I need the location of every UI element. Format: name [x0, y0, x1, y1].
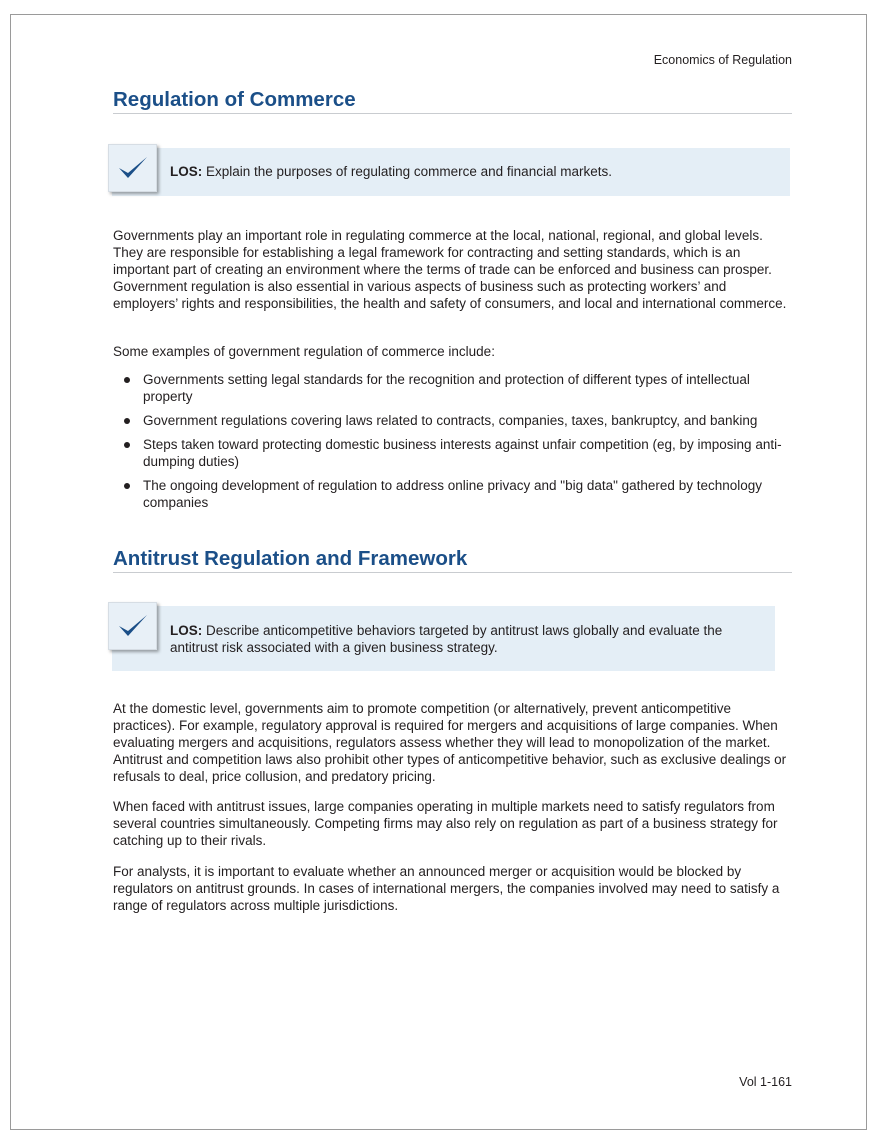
los-label: LOS:: [170, 164, 203, 179]
paragraph: Some examples of government regulation of commerce include:: [113, 344, 495, 359]
list-item-text: Governments setting legal standards for the recognition and protection of different types of intellectual property: [143, 372, 750, 404]
title-rule: [113, 113, 792, 114]
list-item: [113, 477, 793, 511]
section-title-regulation-of-commerce: Regulation of Commerce: [113, 88, 356, 111]
los-box: [112, 148, 790, 196]
bullet-list: [113, 371, 793, 518]
paragraph: Governments play an important role in regulating commerce at the local, national, regional, and global levels. They are responsible for establishing a legal framework for contracting and setting standards, which is an important part of creating an environment where the terms of trade can be enforced and business can prosper. Government regulation is also essential in various aspects of business such as protecting workers’ and employers’ rights and responsibilities, the health and safety of consumers, and local and international commerce.: [113, 228, 787, 311]
bullet-icon: [124, 483, 130, 489]
paragraph: When faced with antitrust issues, large companies operating in multiple markets need to satisfy regulators from several countries simultaneously. Competing firms may also rely on regulation as part of a business strategy for catching up to their rivals.: [113, 799, 778, 848]
list-item-text: The ongoing development of regulation to address online privacy and "big data" gathered by technology companies: [143, 478, 763, 510]
los-description: Explain the purposes of regulating commerce and financial markets.: [202, 164, 612, 179]
list-item-text: Government regulations covering laws related to contracts, companies, taxes, bankruptcy, and banking: [143, 413, 758, 428]
section-title-antitrust: Antitrust Regulation and Framework: [113, 547, 468, 570]
checkmark-icon: [108, 144, 157, 192]
los-description: Describe anticompetitive behaviors targeted by antitrust laws globally and evaluate the antitrust risk associated with a given business strategy.: [170, 623, 723, 655]
bullet-icon: [124, 377, 130, 383]
paragraph: At the domestic level, governments aim to promote competition (or alternatively, prevent anticompetitive practices). For example, regulatory approval is required for mergers and acquisitions of large companies. When evaluating mergers and acquisitions, regulators assess whether they will lead to monopolization of the market. Antitrust and competition laws also prohibit other types of anticompetitive behavior, such as exclusive dealings or refusals to deal, price collusion, and predatory pricing.: [113, 701, 787, 784]
bullet-icon: [124, 442, 130, 448]
los-text: [170, 163, 612, 180]
paragraph: For analysts, it is important to evaluate whether an announced merger or acquisition would be blocked by regulators on antitrust grounds. In cases of international mergers, the companies involved may need to satisfy a range of regulators across multiple jurisdictions.: [113, 864, 780, 913]
los-text: [170, 622, 760, 656]
running-header: Economics of Regulation: [653, 53, 792, 67]
bullet-icon: [124, 418, 130, 424]
list-item: [113, 371, 793, 405]
list-item: [113, 436, 793, 470]
page-number: Vol 1-161: [739, 1075, 792, 1089]
los-label: LOS:: [170, 623, 203, 638]
los-box: [112, 606, 775, 671]
title-rule: [113, 572, 792, 573]
checkmark-icon: [108, 602, 157, 650]
list-item: [113, 412, 793, 429]
list-item-text: Steps taken toward protecting domestic business interests against unfair competition (eg, by imposing anti-dumping duties): [143, 437, 782, 469]
